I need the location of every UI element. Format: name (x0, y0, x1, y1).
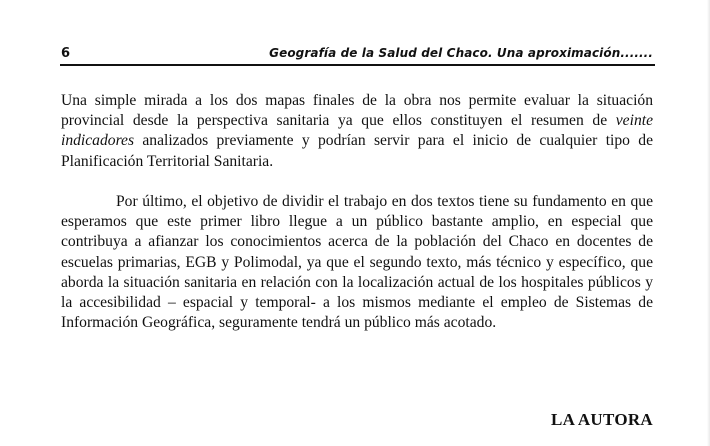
header-divider (60, 64, 655, 66)
paragraph-intro-text-start: Una simple mirada a los dos mapas finales de la obra nos permite evaluar la situación provincial desde la perspectiva sanitaria ya que ellos constituyen el resumen de (61, 92, 653, 130)
running-header-title: Geografía de la Salud del Chaco. Una aproximación....... (269, 46, 653, 60)
page-number: 6 (61, 46, 71, 61)
paragraph-intro-text-end: analizados previamente y podrían servir para el inicio de cualquier tipo de Planificación Territorial Sanitaria. (61, 132, 653, 170)
author-signature: LA AUTORA (550, 410, 653, 429)
paragraph-intro-emphasis: veinte indicadores (61, 112, 653, 150)
paragraph-objective: Por último, el objetivo de dividir el trabajo en dos textos tiene su fundamento en que esperamos que este primer libro llegue a un público bastante amplio, en especial que contribuya a afianzar los conocimientos acerca de la población del Chaco en docentes de escuelas primarias, EGB y Polimodal, ya que el segundo texto, más técnico y específico, que aborda la situación sanitaria en relación con la localización actual de los hospitales públicos y la accesibilidad – espacial y temporal- a los mismos mediante el empleo de Sistemas de Información Geográfica, seguramente tendrá un público más acotado. (61, 193, 653, 332)
paragraph-intro (61, 91, 653, 172)
